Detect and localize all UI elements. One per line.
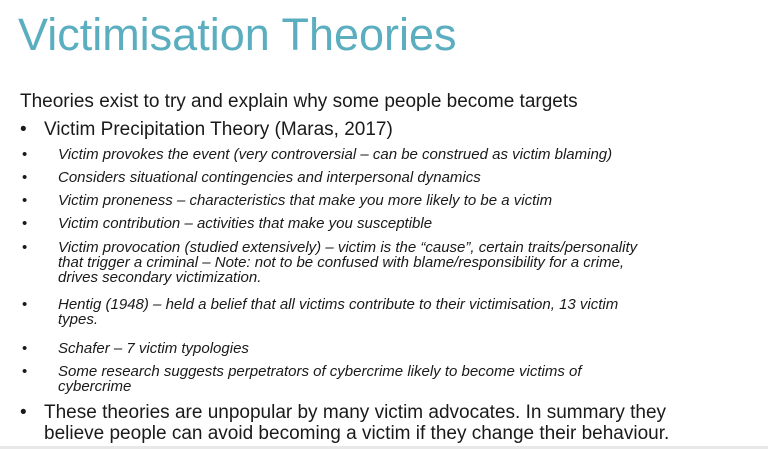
sub-point-text: Victim provokes the event (very controversial – can be construed as victim blaming) bbox=[58, 146, 613, 163]
main-point-text: Victim Precipitation Theory (Maras, 2017) bbox=[44, 119, 393, 140]
closing-point-text: These theories are unpopular by many victim advocates. In summary they believe people can avoid becoming a victim if they change their behaviour. bbox=[44, 402, 670, 444]
sub-point-text: Victim contribution – activities that make you susceptible bbox=[58, 215, 433, 232]
sub-point-text: Victim provocation (studied extensively) – victim is the “cause”, certain traits/personality that trigger a criminal – Note: not to be confused with blame/responsibility for a crime, drives secondary victimization. bbox=[58, 239, 638, 286]
bullet-icon: • bbox=[20, 119, 27, 140]
bullet-icon: • bbox=[22, 363, 28, 380]
bullet-icon: • bbox=[22, 215, 28, 232]
slide-title: Victimisation Theories bbox=[18, 9, 457, 60]
bullet-icon: • bbox=[22, 146, 28, 163]
sub-point-text: Hentig (1948) – held a belief that all victims contribute to their victimisation, 13 victim types. bbox=[58, 296, 619, 328]
sub-point-text: Some research suggests perpetrators of cybercrime likely to become victims of cybercrime bbox=[58, 363, 582, 395]
sub-point-text: Schafer – 7 victim typologies bbox=[58, 340, 249, 357]
bullet-icon: • bbox=[22, 239, 28, 256]
intro-text: Theories exist to try and explain why some people become targets bbox=[20, 91, 578, 112]
sub-point-text: Victim proneness – characteristics that make you more likely to be a victim bbox=[58, 192, 553, 209]
bullet-icon: • bbox=[22, 296, 28, 313]
bullet-icon: • bbox=[22, 169, 28, 186]
bullet-icon: • bbox=[22, 192, 28, 209]
bullet-icon: • bbox=[22, 340, 28, 357]
sub-point-text: Considers situational contingencies and interpersonal dynamics bbox=[58, 169, 481, 186]
bullet-icon: • bbox=[20, 402, 27, 423]
